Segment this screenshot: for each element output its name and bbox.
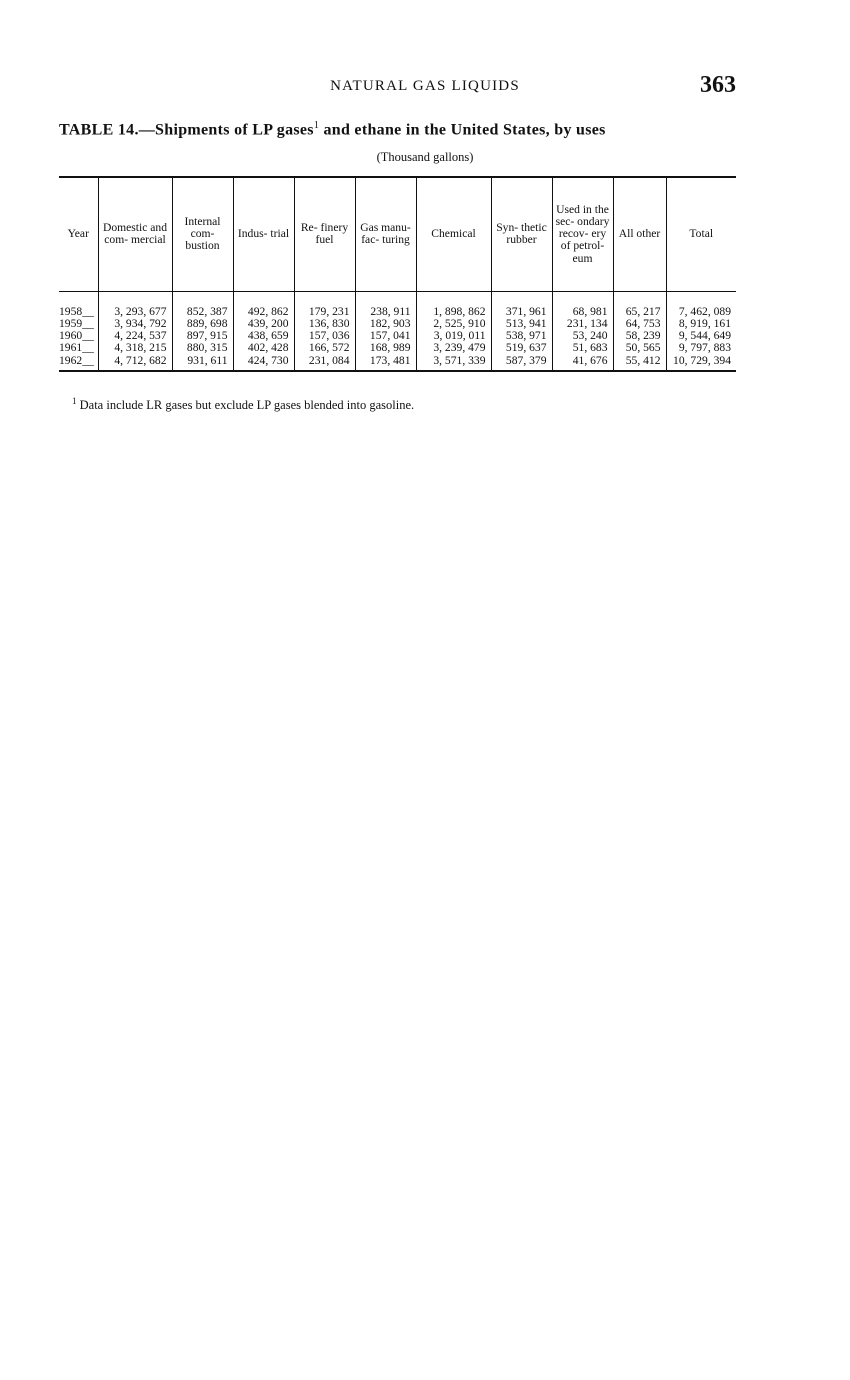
value-cell: 41, 676: [552, 355, 613, 371]
value-cell: 438, 659: [233, 330, 294, 342]
value-cell: 587, 379: [491, 355, 552, 371]
table-title-part2: and ethane in the United States, by uses: [319, 121, 606, 139]
year-cell: 1961__: [59, 341, 94, 355]
value-cell: 58, 239: [613, 330, 666, 342]
value-cell: 513, 941: [491, 318, 552, 330]
column-header: Used in the sec- ondary recov- ery of petrol- eum: [552, 177, 613, 291]
value-cell: 10, 729, 394: [666, 355, 736, 371]
value-cell: 3, 293, 677: [98, 306, 172, 318]
table-row: [59, 355, 736, 371]
value-cell: 238, 911: [355, 306, 416, 318]
footnote-reference: 1: [313, 120, 320, 131]
value-cell: 51, 683: [552, 342, 613, 354]
value-cell: 168, 989: [355, 342, 416, 354]
value-cell: 931, 611: [172, 355, 233, 371]
value-cell: 492, 862: [233, 306, 294, 318]
value-cell: 166, 572: [294, 342, 355, 354]
value-cell: 3, 019, 011: [416, 330, 491, 342]
value-cell: 65, 217: [613, 306, 666, 318]
table-row: [59, 306, 736, 318]
column-header: Gas manu- fac- turing: [355, 177, 416, 291]
value-cell: 519, 637: [491, 342, 552, 354]
value-cell: 231, 084: [294, 355, 355, 371]
value-cell: 53, 240: [552, 330, 613, 342]
year-cell: 1960__: [59, 329, 94, 343]
value-cell: 68, 981: [552, 306, 613, 318]
column-header: Domestic and com- mercial: [98, 177, 172, 291]
value-cell: 9, 797, 883: [666, 342, 736, 354]
value-cell: 2, 525, 910: [416, 318, 491, 330]
value-cell: 55, 412: [613, 355, 666, 371]
value-cell: 157, 036: [294, 330, 355, 342]
value-cell: 157, 041: [355, 330, 416, 342]
year-cell: 1958__: [59, 304, 94, 318]
column-header: Total: [666, 177, 736, 291]
shipments-table: [59, 176, 736, 372]
table-body: [59, 291, 736, 371]
value-cell: 64, 753: [613, 318, 666, 330]
value-cell: 173, 481: [355, 355, 416, 371]
year-cell: 1962__: [59, 355, 98, 371]
value-cell: 4, 318, 215: [98, 342, 172, 354]
value-cell: 538, 971: [491, 330, 552, 342]
value-cell: 7, 462, 089: [666, 306, 736, 318]
column-header: Re- finery fuel: [294, 177, 355, 291]
value-cell: 4, 712, 682: [98, 355, 172, 371]
value-cell: 4, 224, 537: [98, 330, 172, 342]
table-title: [59, 120, 736, 139]
column-header: Syn- thetic rubber: [491, 177, 552, 291]
table-spacer-row: [59, 291, 736, 306]
data-table-container: [59, 176, 736, 372]
footnote-marker: 1: [72, 396, 77, 406]
value-cell: 50, 565: [613, 342, 666, 354]
footnote-text: Data include LR gases but exclude LP gases blended into gasoline.: [76, 398, 415, 413]
value-cell: 880, 315: [172, 342, 233, 354]
value-cell: 9, 544, 649: [666, 330, 736, 342]
value-cell: 371, 961: [491, 306, 552, 318]
column-header: Internal com- bustion: [172, 177, 233, 291]
value-cell: 3, 239, 479: [416, 342, 491, 354]
column-header: Indus- trial: [233, 177, 294, 291]
value-cell: 3, 934, 792: [98, 318, 172, 330]
value-cell: 897, 915: [172, 330, 233, 342]
column-header: Chemical: [416, 177, 491, 291]
value-cell: 889, 698: [172, 318, 233, 330]
value-cell: 231, 134: [552, 318, 613, 330]
year-cell: 1959__: [59, 316, 94, 330]
value-cell: 852, 387: [172, 306, 233, 318]
value-cell: 136, 830: [294, 318, 355, 330]
footnote: [72, 396, 414, 413]
value-cell: 182, 903: [355, 318, 416, 330]
table-title-part1: TABLE 14.—Shipments of LP gases: [59, 121, 314, 139]
running-title: NATURAL GAS LIQUIDS: [330, 78, 520, 94]
column-header: Year: [59, 177, 98, 291]
column-header: All other: [613, 177, 666, 291]
value-cell: 1, 898, 862: [416, 306, 491, 318]
value-cell: 424, 730: [233, 355, 294, 371]
value-cell: 439, 200: [233, 318, 294, 330]
table-units: (Thousand gallons): [376, 150, 474, 164]
value-cell: 3, 571, 339: [416, 355, 491, 371]
table-header-row: [59, 177, 736, 291]
value-cell: 402, 428: [233, 342, 294, 354]
value-cell: 8, 919, 161: [666, 318, 736, 330]
value-cell: 179, 231: [294, 306, 355, 318]
table-row: [59, 342, 736, 354]
page-number: 363: [700, 72, 736, 98]
